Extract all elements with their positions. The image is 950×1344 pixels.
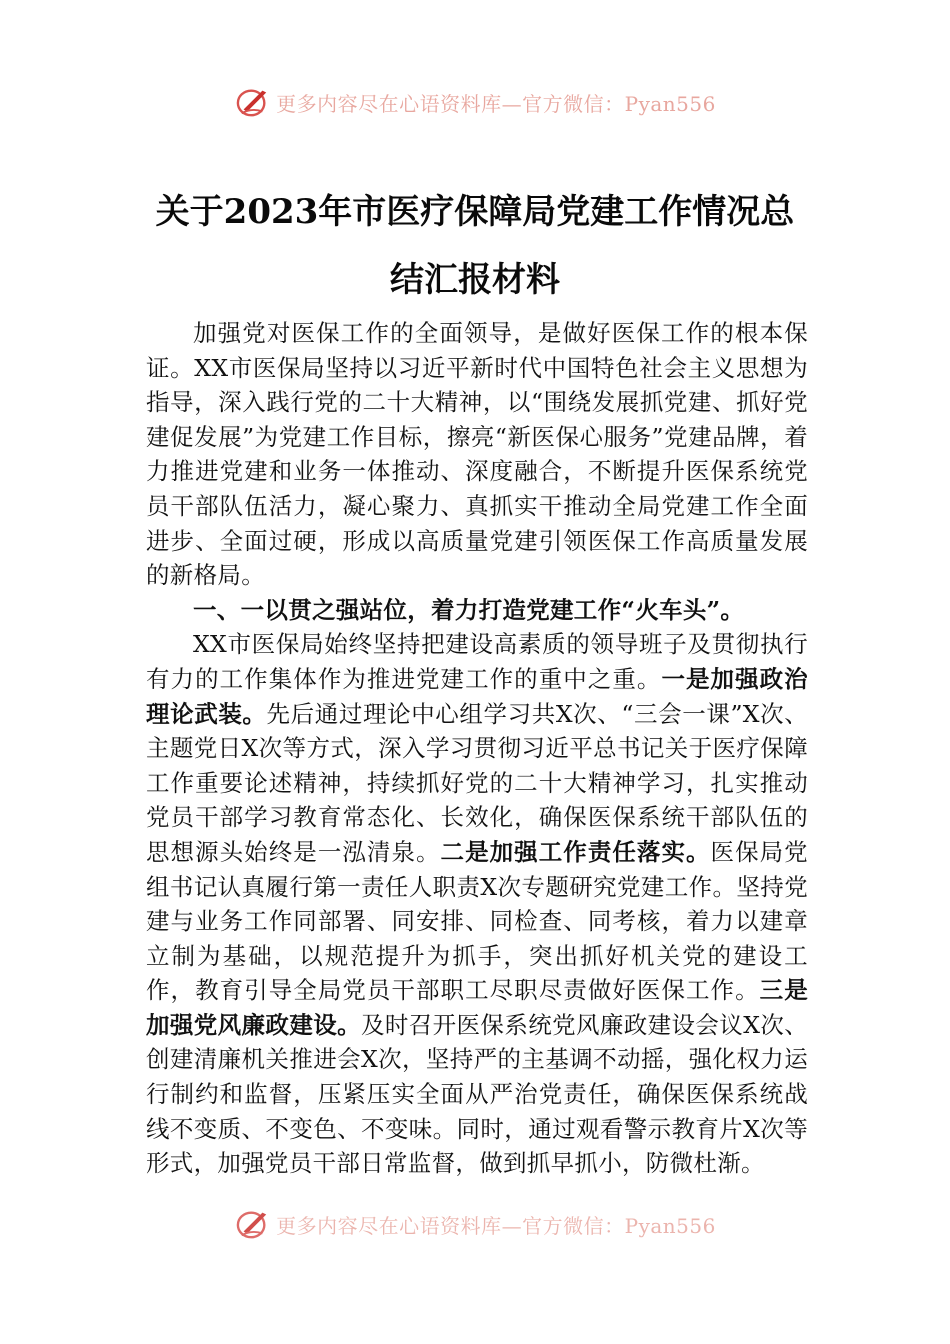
point-2-heading: 二是加强工作责任落实。 (440, 837, 711, 866)
watermark-text: 更多内容尽在心语资料库—官方微信：Pyan556 (276, 91, 716, 116)
watermark-footer (0, 1204, 950, 1244)
section-1-text-a: XX市医保局始终坚持把建设高素质的领导班子及贯彻执行有力的工作集体作为推进党建工作的重中之重。 (146, 630, 808, 693)
section-1-text-e: 及时召开医保系统党风廉政建设会议X次、创建清廉机关推进会X次，坚持严的主基调不动摇，强化权力运行制约和监督，压紧压实全面从严治党责任，确保医保系统战线不变质、不变色、不变味。同时，通过观看警示教育片X次等形式，加强党员干部日常监督，做到抓早抓小，防微杜渐。 (146, 1010, 809, 1178)
watermark-header (0, 82, 950, 122)
section-1-text-d: 医保局党组书记认真履行第一责任人职责X次专题研究党建工作。坚持党建与业务工作同部署、同安排、同检查、同考核，着力以建章立制为基础，以规范提升为抓手，突出抓好机关党的建设工作，教育引导全局党员干部职工尽职尽责做好医保工作。 (146, 837, 808, 1005)
section-1-text-c: 先后通过理论中心组学习共X次、“三会一课”X次、主题党日X次等方式，深入学习贯彻习近平总书记关于医疗保障工作重要论述精神，持续抓好党的二十大精神学习，扎实推动党员干部学习教育常态化、长效化，确保医保系统干部队伍的思想源头始终是一泓清泉。 (146, 699, 809, 866)
section-heading-1: 一、一以贯之强站位，着力打造党建工作“火车头”。 (193, 595, 745, 624)
point-3-heading: 三是加强党风廉政建设。 (146, 976, 809, 1039)
pen-circle-logo-icon-footer (234, 1207, 272, 1241)
title-line-1: 关于2023年市医疗保障局党建工作情况总 (155, 192, 795, 232)
title-line-2: 结汇报材料 (390, 260, 560, 300)
document-body (146, 316, 808, 1181)
pen-circle-logo-icon (234, 85, 272, 119)
section-1-paragraph (146, 627, 808, 1181)
document-title (120, 178, 830, 314)
intro-paragraph: 加强党对医保工作的全面领导，是做好医保工作的根本保证。XX市医保局坚持以习近平新时代中国特色社会主义思想为指导，深入践行党的二十大精神，以“围绕发展抓党建、抓好党建促发展”为党建工作目标，擦亮“新医保心服务”党建品牌，着力推进党建和业务一体推动、深度融合，不断提升医保系统党员干部队伍活力，凝心聚力、真抓实干推动全局党建工作全面进步、全面过硬，形成以高质量党建引领医保工作高质量发展的新格局。 (146, 319, 808, 590)
point-1-heading: 一是加强政治理论武装。 (146, 664, 808, 728)
watermark-footer-text: 更多内容尽在心语资料库—官方微信：Pyan556 (276, 1213, 716, 1238)
